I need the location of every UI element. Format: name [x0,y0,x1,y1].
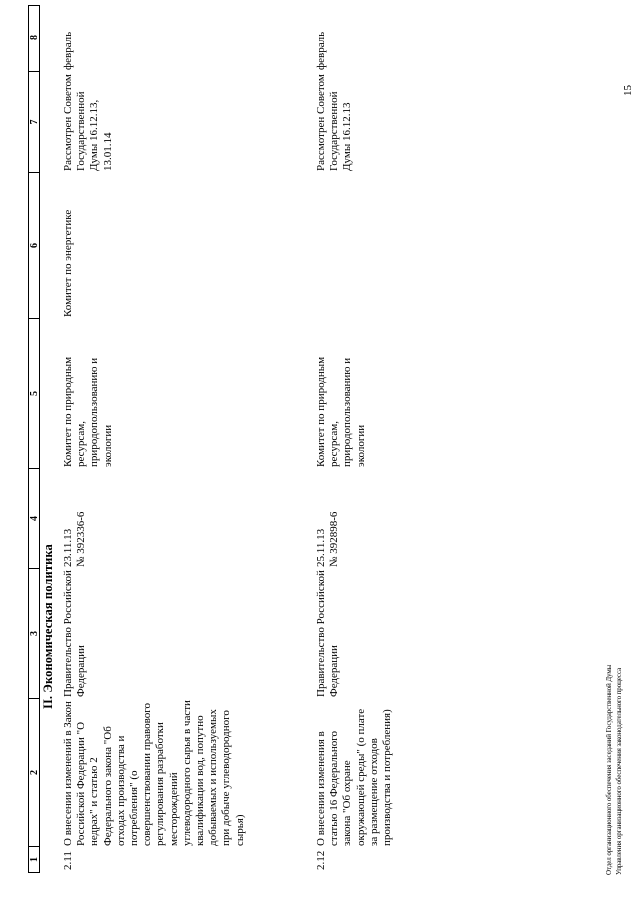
header-col-2: 2 [29,698,40,846]
header-col-7: 7 [29,71,40,172]
registration-info: 25.11.13 № 392898-6 [315,511,341,567]
row-number: 2.11 [62,851,74,870]
responsible-committee: Комитет по природным ресурсам, природопользованию и экологии [62,356,114,467]
bill-title: О внесении изменения в статью 16 Федерального закона "Об охране окружающей среды" (о плате за размещение отходов производства и потребления) [315,708,394,846]
bill-status: Рассмотрен Советом Государственной Думы 16.12.13, 13.01.14 [62,74,114,171]
section-title: II. Экономическая политика [41,544,55,709]
bill-author: Правительство Российской Федерации [62,570,88,697]
footer-directorate: Управления организационного обеспечения законодательного процесса [615,667,623,875]
page-number: 15 [622,85,634,96]
row-number: 2.12 [315,850,327,870]
header-col-6: 6 [29,172,40,318]
consideration-term: февраль [315,31,327,70]
header-col-8: 8 [29,35,40,40]
co-executor-committee: Комитет по энергетике [62,209,74,317]
bill-author: Правительство Российской Федерации [315,570,341,697]
header-col-4: 4 [29,468,40,568]
bill-status: Рассмотрен Советом Государственной Думы 16.12.13 [315,74,354,171]
header-col-5: 5 [29,318,40,468]
footer-department: Отдел организационного обеспечения заседаний Государственной Думы [605,664,613,875]
column-number-header [28,5,40,873]
consideration-term: февраль [62,31,74,70]
header-col-1: 1 [29,846,40,872]
responsible-committee: Комитет по природным ресурсам, природопользованию и экологии [315,356,367,467]
bill-title: О внесении изменений в Закон Российской Федерации "О недрах" и статью 2 Федерального закона "Об отходах производства и потребления" (о совершенствовании правового регулирования разработки месторождений углеводородного сырья в части квалификации вод, попутно добываемых и используемых при добыче углеводородного сырья) [62,700,246,846]
header-col-3: 3 [29,568,40,698]
registration-info: 23.11.13 № 392336-6 [62,511,88,567]
